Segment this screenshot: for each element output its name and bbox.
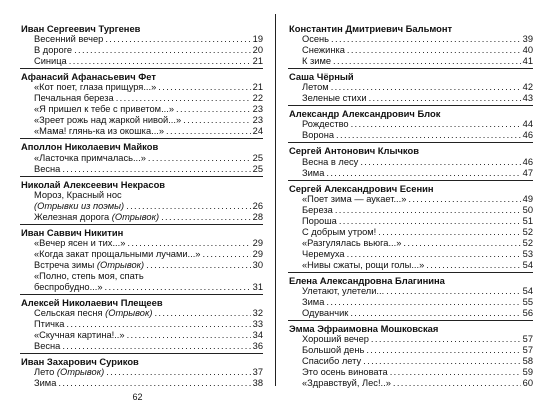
toc-entry[interactable] (20, 341, 263, 352)
toc-entry-title (302, 119, 349, 130)
toc-entry-page: 31 (252, 282, 263, 293)
toc-entry[interactable] (288, 378, 533, 389)
toc-entry-page: 24 (252, 126, 263, 137)
toc-entry[interactable] (288, 168, 533, 179)
entry-title-text: Встреча зимы (34, 259, 95, 270)
toc-entry[interactable] (288, 334, 533, 345)
toc-entry-page: 21 (252, 82, 263, 93)
toc-entry-page: 54 (522, 286, 533, 297)
entry-title-text: «Я пришел к тебе с приветом...» (34, 104, 174, 115)
entry-title-text: Пороша (302, 215, 337, 226)
entry-title-text: Летом (302, 82, 329, 93)
leader-dots (105, 282, 251, 293)
toc-entry-title (302, 56, 331, 67)
leader-dots (106, 367, 250, 378)
entry-subtitle: (Отрывок) (96, 259, 145, 270)
toc-entry-title (302, 378, 391, 389)
entry-title-text: «Нивы сжаты, рощи голы...» (302, 259, 425, 270)
toc-entry-page: 23 (252, 104, 263, 115)
leader-dots (105, 34, 250, 45)
toc-entry-title (302, 34, 329, 45)
toc-entry[interactable] (288, 216, 533, 227)
entry-title-text: Железная дорога (34, 211, 110, 222)
toc-entry-title (302, 216, 337, 227)
leader-dots (126, 201, 251, 212)
page-number: 62 (132, 392, 143, 402)
toc-entry-title (302, 194, 406, 205)
toc-entry-title (34, 238, 125, 249)
leader-dots (161, 212, 251, 223)
toc-entry[interactable] (288, 93, 533, 104)
toc-entry-page: 32 (252, 308, 263, 319)
leader-dots (127, 238, 250, 249)
toc-entry-title (34, 115, 181, 126)
toc-entry-page: 41 (522, 56, 533, 67)
entry-title-text: (Отрывки из поэмы) (34, 200, 125, 211)
toc-entry[interactable] (20, 93, 263, 104)
entry-title-text: Черемуха (302, 248, 345, 259)
entry-title-text: «Кот поет, глаза прищуря...» (34, 82, 157, 93)
author-name: Николай Алексеевич Некрасов (20, 176, 263, 190)
entry-title-text: «Зреет рожь над жаркой нивой...» (34, 115, 182, 126)
entry-title-text: В дороге (34, 45, 73, 56)
toc-entry-title (302, 168, 324, 179)
toc-entry-page: 42 (522, 82, 533, 93)
leader-dots (116, 93, 251, 104)
entry-title-text: беспробудно...» (34, 282, 103, 293)
toc-entry[interactable] (20, 249, 263, 260)
entry-title-text: Спасибо лету (302, 356, 362, 367)
toc-entry-title (302, 260, 424, 271)
toc-entry-title (302, 205, 333, 216)
toc-entry-title (34, 126, 164, 137)
toc-entry-page: 54 (522, 259, 533, 270)
author-name: Иван Захарович Суриков (20, 353, 263, 367)
toc-entry-title (34, 367, 104, 378)
leader-dots (403, 238, 520, 249)
toc-entry[interactable] (20, 238, 263, 249)
toc-entry[interactable] (288, 356, 533, 367)
toc-entry-title (34, 82, 156, 93)
leader-dots (146, 260, 250, 271)
toc-entry-page: 52 (522, 226, 533, 237)
toc-entry[interactable] (20, 212, 263, 223)
toc-entry-title (34, 330, 125, 341)
author-name: Сергей Александрович Есенин (288, 180, 533, 194)
author-name: Иван Сергеевич Тургенев (21, 23, 141, 34)
entry-title-text: Рождество (302, 119, 349, 130)
entry-title-text: Синица (34, 56, 67, 67)
leader-dots (408, 194, 520, 205)
toc-entry-title (34, 378, 56, 389)
toc-entry-page: 23 (252, 115, 263, 126)
toc-entry[interactable] (288, 297, 533, 308)
toc-entry-page: 28 (252, 211, 263, 222)
entry-title-text: Это осень виновата (302, 367, 388, 378)
entry-title-text: Одуванчик (302, 308, 349, 319)
entry-title-text: «Мама! глянь-ка из окошка...» (34, 126, 165, 137)
column-divider (275, 14, 276, 386)
toc-entry-title (34, 341, 60, 352)
toc-entry[interactable] (20, 201, 263, 212)
toc-entry[interactable] (288, 345, 533, 356)
author-name: Аполлон Николаевич Майков (20, 138, 263, 152)
leader-dots (393, 378, 521, 389)
toc-entry-title (302, 130, 334, 141)
toc-entry-title: «Полно, степь моя, спать (34, 270, 144, 281)
toc-entry[interactable] (288, 286, 533, 297)
toc-entry[interactable] (288, 249, 533, 260)
entry-title-text: Весна (34, 163, 61, 174)
toc-entry-title: Мороз, Красный нос (34, 189, 122, 200)
entry-title-text: Снежинка (302, 45, 345, 56)
toc-entry-page: 38 (252, 378, 263, 389)
leader-dots (378, 227, 520, 238)
toc-entry[interactable] (288, 45, 533, 56)
toc-entry-title (302, 345, 364, 356)
toc-entry[interactable] (20, 164, 263, 175)
leader-dots (176, 104, 251, 115)
leader-dots (66, 319, 250, 330)
author-name: Иван Саввич Никитин (20, 224, 263, 238)
toc-entry-page: 19 (252, 34, 263, 45)
entry-title-text: Весенний вечер (34, 34, 104, 45)
toc-entry-title (34, 93, 114, 104)
toc-entry-page: 59 (522, 367, 533, 378)
leader-dots (326, 168, 520, 179)
toc-entry-title (302, 356, 361, 367)
leader-dots (127, 330, 251, 341)
leader-dots (331, 34, 521, 45)
entry-title-text: Зима (302, 297, 325, 308)
toc-entry-page: 43 (522, 93, 533, 104)
entry-title-text: Птичка (34, 319, 65, 330)
author-name: Эмма Эфраимовна Мошковская (288, 320, 533, 334)
toc-entry-title (302, 227, 376, 238)
toc-entry-title (34, 56, 67, 67)
toc-entry-page: 29 (252, 237, 263, 248)
entry-title-text: Весна (34, 341, 61, 352)
toc-entry[interactable] (20, 82, 263, 93)
entry-subtitle: (Отрывок) (111, 211, 160, 222)
author-name: Константин Дмитриевич Бальмонт (289, 23, 453, 34)
toc-entry-page: 22 (252, 93, 263, 104)
toc-entry-page: 50 (522, 204, 533, 215)
toc-entry-page: 46 (522, 156, 533, 167)
leader-dots (58, 378, 250, 389)
toc-right-column (288, 23, 533, 389)
entry-title-text: Лето (34, 367, 55, 378)
toc-entry-page: 53 (522, 248, 533, 259)
leader-dots (326, 297, 520, 308)
toc-entry[interactable] (288, 238, 533, 249)
toc-entry-page: 51 (522, 215, 533, 226)
entry-title-text: Большой день (302, 345, 365, 356)
leader-dots (74, 45, 251, 56)
toc-entry[interactable] (20, 378, 263, 389)
toc-entry-title (302, 82, 329, 93)
leader-dots (331, 82, 521, 93)
leader-dots (390, 367, 521, 378)
leader-dots (347, 249, 521, 260)
toc-entry-title (302, 238, 401, 249)
entry-title-text: Береза (302, 204, 333, 215)
entry-title-text: «Когда закат прощальными лучами...» (34, 248, 201, 259)
toc-entry-title (302, 249, 345, 260)
toc-entry[interactable] (20, 56, 263, 67)
leader-dots (371, 334, 521, 345)
toc-entry-title (34, 34, 103, 45)
entry-title-text: К зиме (302, 56, 332, 67)
leader-dots (369, 93, 521, 104)
toc-entry[interactable] (288, 82, 533, 93)
toc-entry-page: 52 (522, 237, 533, 248)
leader-dots (158, 82, 250, 93)
leader-dots (347, 45, 521, 56)
entry-title-text: Осень (302, 34, 330, 45)
toc-entry[interactable] (288, 205, 533, 216)
toc-entry-page: 40 (522, 45, 533, 56)
toc-entry[interactable] (20, 260, 263, 271)
toc-entry-title (302, 308, 348, 319)
leader-dots (333, 56, 521, 67)
entry-title-text: Печальная береза (34, 93, 114, 104)
toc-entry-page: 21 (252, 56, 263, 67)
leader-dots (335, 205, 521, 216)
toc-entry-page: 56 (522, 308, 533, 319)
toc-entry-title (302, 45, 345, 56)
toc-entry-page: 37 (252, 367, 263, 378)
toc-entry-page: 29 (252, 248, 263, 259)
leader-dots (183, 115, 251, 126)
toc-entry-page: 26 (252, 200, 263, 211)
toc-entry[interactable] (20, 45, 263, 56)
toc-entry[interactable] (288, 56, 533, 67)
leader-dots (202, 249, 250, 260)
toc-entry-title (34, 212, 159, 223)
leader-dots (360, 157, 520, 168)
leader-dots (62, 164, 250, 175)
entry-title-text: С добрым утром! (302, 226, 377, 237)
toc-entry-title (34, 260, 144, 271)
toc-entry[interactable] (20, 319, 263, 330)
toc-entry-page: 55 (522, 297, 533, 308)
toc-entry-page: 49 (522, 193, 533, 204)
leader-dots (62, 341, 250, 352)
entry-title-text: Зеленые стихи (302, 93, 367, 104)
toc-entry-page: 57 (522, 345, 533, 356)
toc-entry-page: 25 (252, 152, 263, 163)
toc-entry[interactable] (288, 34, 533, 45)
author-name: Алексей Николаевич Плещеев (20, 294, 263, 308)
toc-entry-title (302, 286, 384, 297)
toc-entry[interactable] (20, 308, 263, 319)
entry-title-text: Ворона (302, 130, 335, 141)
toc-entry-title (34, 282, 103, 293)
leader-dots (166, 126, 251, 137)
entry-title-text: «Вечер ясен и тих...» (34, 237, 126, 248)
leader-dots (363, 356, 521, 367)
entry-title-text: «Здравствуй, Лес!..» (302, 378, 391, 389)
toc-entry-page: 30 (252, 259, 263, 270)
toc-entry[interactable] (288, 367, 533, 378)
entry-subtitle: (Отрывок) (105, 308, 153, 319)
toc-entry[interactable] (288, 130, 533, 141)
toc-entry[interactable] (288, 119, 533, 130)
toc-entry-title (34, 104, 174, 115)
toc-entry-title (302, 93, 367, 104)
toc-entry[interactable] (20, 282, 263, 293)
entry-title-text: Весна в лесу (302, 156, 359, 167)
entry-title-text: «Поет зима — аукает...» (302, 193, 407, 204)
entry-title-text: «Ласточка примчалась...» (34, 152, 146, 163)
toc-entry[interactable] (288, 227, 533, 238)
toc-entry-page: 57 (522, 334, 533, 345)
toc-entry-title (34, 45, 72, 56)
toc-entry[interactable] (20, 126, 263, 137)
entry-title-text: Зима (34, 378, 57, 389)
entry-title-text: Улетают, улетели... (302, 286, 385, 297)
toc-entry[interactable] (20, 115, 263, 126)
toc-entry[interactable] (288, 260, 533, 271)
entry-title-text: Хороший вечер (302, 334, 369, 345)
toc-entry-page: 46 (522, 130, 533, 141)
toc-entry[interactable] (20, 330, 263, 341)
entry-title-text: «Разгулялась вьюга...» (302, 237, 402, 248)
leader-dots (339, 216, 521, 227)
toc-entry[interactable] (288, 194, 533, 205)
toc-entry-title (34, 153, 146, 164)
toc-entry-title (34, 249, 200, 260)
toc-entry[interactable] (20, 153, 263, 164)
leader-dots (350, 308, 520, 319)
leader-dots (426, 260, 520, 271)
toc-entry-title (34, 201, 124, 212)
toc-entry-title (34, 308, 152, 319)
toc-entry-page: 58 (522, 356, 533, 367)
toc-entry-page: 34 (252, 330, 263, 341)
leader-dots (366, 345, 520, 356)
toc-entry-page: 20 (252, 45, 263, 56)
author-name: Сергей Антонович Клычков (288, 142, 533, 156)
toc-entry-page: 33 (252, 319, 263, 330)
entry-subtitle: (Отрывок) (56, 367, 105, 378)
leader-dots (154, 308, 250, 319)
entry-title-text: «Скучная картина!..» (34, 330, 125, 341)
toc-entry[interactable] (288, 308, 533, 319)
toc-entry-title (302, 297, 324, 308)
toc-entry[interactable] (20, 104, 263, 115)
leader-dots (386, 286, 520, 297)
toc-entry-page: 25 (252, 163, 263, 174)
toc-entry-title (302, 157, 358, 168)
toc-entry-title (302, 334, 369, 345)
author-name: Афанасий Афанасьевич Фет (20, 68, 263, 82)
toc-entry[interactable] (288, 157, 533, 168)
author-name: Саша Чёрный (288, 68, 533, 82)
author-name: Александр Александрович Блок (288, 105, 533, 119)
leader-dots (69, 56, 251, 67)
leader-dots (148, 153, 251, 164)
toc-entry-title (34, 319, 64, 330)
toc-entry[interactable] (20, 367, 263, 378)
toc-entry-page: 39 (522, 34, 533, 45)
toc-entry-page: 47 (522, 167, 533, 178)
toc-left-column (20, 23, 263, 389)
toc-entry-page: 44 (522, 119, 533, 130)
toc-entry-title (34, 164, 60, 175)
toc-entry-title (302, 367, 388, 378)
entry-title-text: Сельская песня (34, 308, 103, 319)
entry-title-text: Зима (302, 167, 325, 178)
leader-dots (336, 130, 521, 141)
toc-entry-page: 36 (252, 341, 263, 352)
author-name: Елена Александровна Благинина (288, 272, 533, 286)
toc-entry[interactable] (20, 34, 263, 45)
leader-dots (351, 119, 521, 130)
toc-entry-page: 60 (522, 378, 533, 389)
